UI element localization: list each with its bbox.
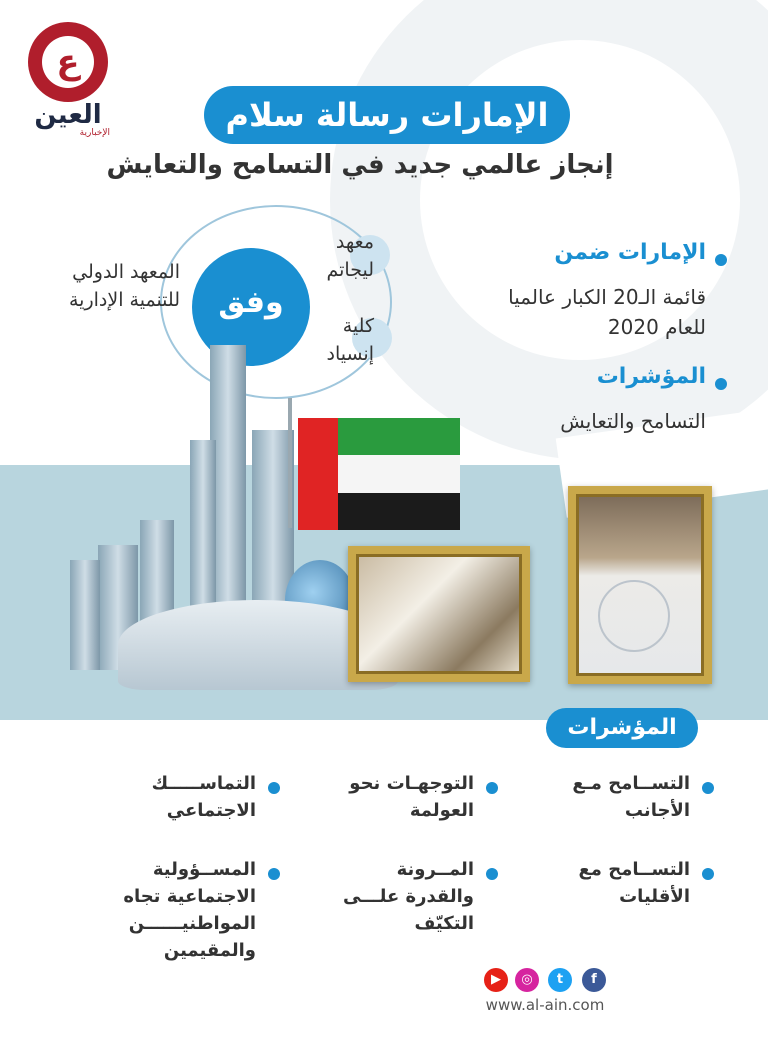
diagram-right-bottom: [300, 312, 374, 368]
page-subtitle: إنجاز عالمي جديد في التسامح والتعايش: [106, 150, 614, 180]
info-heading-1: الإمارات ضمن: [554, 240, 706, 265]
info-body-2: التسامح والتعايش: [560, 409, 706, 433]
indicator-item: [314, 770, 474, 824]
website-link[interactable]: www.al-ain.com: [485, 996, 605, 1014]
indicator-item: [314, 856, 474, 937]
bullet-dot: [715, 254, 727, 266]
info-body-1-line: قائمة الـ20 الكبار عالميا: [508, 285, 706, 309]
indicator-line: المســؤولية: [152, 859, 256, 880]
diagram-left-line: للتنمية الإدارية: [69, 289, 180, 311]
instagram-icon[interactable]: ◎: [515, 968, 539, 992]
diagram-left-text: [20, 258, 180, 314]
indicator-line: والمقيمين: [163, 940, 256, 961]
youtube-icon[interactable]: ▶: [484, 968, 508, 992]
diagram-center: وفق: [192, 248, 310, 366]
indicator-item: [530, 770, 690, 824]
indicators-title: المؤشرات: [546, 708, 698, 748]
bullet-dot: [702, 782, 714, 794]
indicator-line: التســامح مع: [578, 859, 690, 880]
indicator-item: [92, 856, 256, 964]
page-title: الإمارات رسالة سلام: [204, 86, 570, 144]
indicator-line: المواطنيــــــن: [128, 913, 256, 934]
diagram-left-line: المعهد الدولي: [72, 261, 180, 283]
flag-pole: [288, 398, 292, 528]
indicator-item: [530, 856, 690, 910]
indicator-line: الأقليات: [619, 886, 690, 907]
flag-black: [338, 493, 460, 530]
flag-green: [338, 418, 460, 455]
brand-name: العين: [34, 100, 102, 130]
indicator-line: التوجهـات نحو: [349, 773, 474, 794]
bullet-dot: [702, 868, 714, 880]
indicator-line: العولمة: [409, 800, 474, 821]
diagram-right-bottom-line: كلية: [342, 315, 374, 337]
skyline-tower: [70, 560, 100, 670]
info-heading-2: المؤشرات: [596, 364, 706, 389]
uae-flag: [298, 418, 460, 530]
indicator-item: [92, 770, 256, 824]
bullet-dot: [268, 868, 280, 880]
flag-white: [338, 455, 460, 493]
indicator-line: التســامح مـع: [572, 773, 690, 794]
indicator-line: الأجانب: [624, 800, 690, 821]
diagram-right-top-line: ليجاتم: [326, 259, 374, 281]
info-body-1: [430, 282, 706, 342]
indicator-line: المــرونة: [396, 859, 474, 880]
diagram-right-top-line: معهد: [335, 231, 374, 253]
diagram-right-bottom-line: إنسياد: [326, 343, 374, 365]
diagram-right-top: [300, 228, 374, 284]
flag-red: [298, 418, 338, 530]
indicator-line: التماســـــك: [151, 773, 256, 794]
brand-logo-glyph: ع: [56, 42, 80, 82]
bullet-dot: [486, 868, 498, 880]
indicator-line: الاجتماعي: [166, 800, 256, 821]
indicator-line: والقدرة علـــى: [342, 886, 474, 907]
brand-sub: الإخبارية: [79, 128, 110, 138]
bullet-dot: [486, 782, 498, 794]
indicator-line: التكيّف: [414, 913, 474, 934]
bullet-dot: [715, 378, 727, 390]
twitter-icon[interactable]: t: [548, 968, 572, 992]
facebook-icon[interactable]: f: [582, 968, 606, 992]
photo-frame-meeting: [348, 546, 530, 682]
info-body-1-line: للعام 2020: [607, 315, 706, 339]
bullet-dot: [268, 782, 280, 794]
fraternity-seal: [598, 580, 670, 652]
indicator-line: الاجتماعية تجاه: [123, 886, 256, 907]
